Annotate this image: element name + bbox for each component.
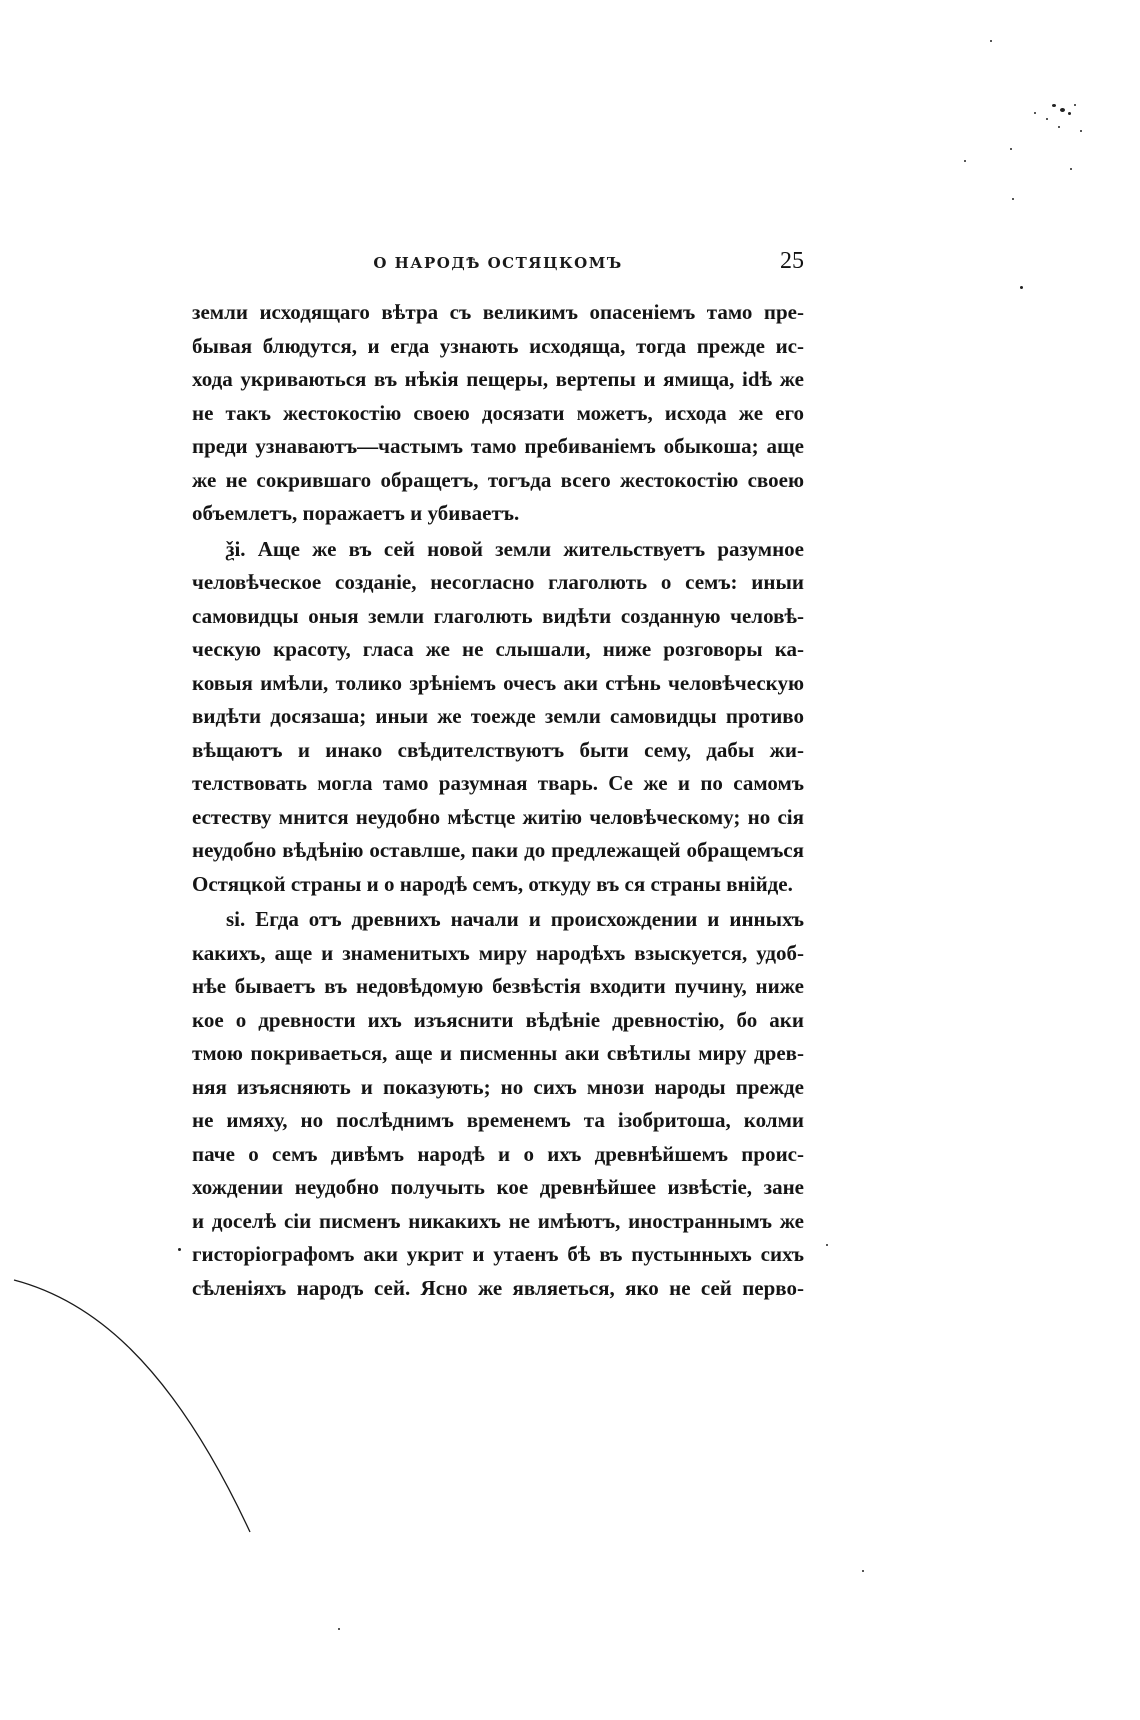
scan-speck [1010, 148, 1012, 150]
scan-speck [338, 1628, 340, 1630]
scan-speck [1058, 126, 1060, 128]
text-line: человѣческое созданіе, несогласно глаголють о семъ: иныи [192, 570, 804, 594]
text-line: сѣленіяхъ народъ сей. Ясно же являеться, яко не сей перво- [192, 1275, 804, 1300]
paragraph-3 [192, 903, 804, 1305]
text-line: не такъ жестокостію своею досязати можетъ, исхода же его [192, 400, 804, 425]
scan-fold-line [0, 1270, 300, 1540]
text-line: бывая блюдутся, и егда узнають исходяща, тогда прежде ис- [192, 333, 804, 358]
scan-speck [826, 1244, 828, 1246]
scan-speck [1052, 104, 1056, 107]
text-line: видѣти досязаша; иныи же тоежде земли самовидцы противо [192, 704, 804, 728]
paragraph-2 [192, 533, 804, 902]
scan-speck [1074, 104, 1076, 106]
scan-speck [1070, 168, 1072, 170]
text-line: ческую красоту, гласа же не слышали, ниже розговоры ка- [192, 637, 804, 661]
paragraph-1 [192, 296, 804, 531]
text-line: ѯі. Аще же въ сей новой земли жительствуетъ разумное [226, 536, 804, 561]
scan-speck [1060, 108, 1065, 112]
text-line: неудобно вѣдѣнію оставлше, паки до предлежащей обращемъся [192, 838, 804, 862]
scan-speck [964, 160, 966, 162]
scan-speck [178, 1248, 181, 1251]
scan-speck [1012, 198, 1014, 200]
text-line: хода укриваються въ нѣкія пещеры, вертепы и ямища, idѣ же [192, 367, 804, 391]
scan-speck [1046, 118, 1048, 120]
scan-speck [862, 1570, 864, 1572]
scan-speck [1020, 286, 1023, 289]
page-number: 25 [780, 248, 804, 274]
text-line: и доселѣ сіи писменъ никакихъ не имѣютъ, иностраннымъ же [192, 1208, 804, 1233]
text-line: ѕі. Егда отъ древнихъ начали и происхождении и инныхъ [226, 907, 804, 931]
text-line: вѣщаютъ и инако свѣдителствуютъ быти сему, дабы жи- [192, 737, 804, 762]
running-head [192, 248, 804, 282]
running-head-title: О НАРОДѢ ОСТЯЦКОМЪ [373, 254, 623, 272]
text-line: паче о семъ дивѣмъ народѣ и о ихъ древнѣйшемъ проис- [192, 1141, 804, 1166]
text-line: земли исходящаго вѣтра съ великимъ опасеніемъ тамо пре- [192, 300, 804, 324]
scan-speck [990, 40, 992, 42]
text-line: ковыя имѣли, толико зрѣніемъ очесъ аки стѣнь человѣческую [192, 670, 804, 695]
text-line: няя изъясняють и показують; но сихъ мнози народы прежде [192, 1074, 804, 1099]
text-line: Остяцкой страны и о народѣ семъ, откуду въ ся страны внійде. [192, 871, 793, 896]
text-line: самовидцы оныя земли глаголють видѣти созданную человѣ- [192, 603, 804, 628]
text-line: же не сокрившаго обращетъ, тогъда всего жестокостію своею [192, 467, 804, 492]
scan-speck [1080, 130, 1082, 132]
text-line: преди узнаваютъ—частымъ тамо пребиваніемъ обыкоша; аще [192, 434, 804, 458]
text-line: кое о древности ихъ изъяснити вѣдѣніе древностію, бо аки [192, 1007, 804, 1032]
text-line: объемлетъ, поражаетъ и убиваетъ. [192, 501, 520, 525]
text-line: какихъ, аще и знаменитыхъ миру народѣхъ взыскуется, удоб- [192, 940, 804, 965]
text-line: гисторіографомъ аки укрит и утаенъ бѣ въ пустынныхъ сихъ [192, 1242, 804, 1266]
text-line: естеству мнится неудобно мѣстце житію человѣческому; но сія [192, 804, 804, 829]
text-line: тмою покриваеться, аще и писменны аки свѣтилы миру древ- [192, 1041, 804, 1065]
text-line: хождении неудобно получыть кое древнѣйшее извѣстіе, зане [192, 1175, 804, 1199]
scan-speck [1034, 112, 1036, 114]
scan-speck [1068, 112, 1071, 115]
body-text [192, 296, 804, 1305]
text-line: телствовать могла тамо разумная тварь. Се же и по самомъ [192, 771, 804, 795]
text-line: не имяху, но послѣднимъ временемъ та ізобритоша, колми [192, 1108, 804, 1132]
text-line: нѣе бываетъ въ недовѣдомую безвѣстія входити пучину, ниже [192, 974, 804, 998]
